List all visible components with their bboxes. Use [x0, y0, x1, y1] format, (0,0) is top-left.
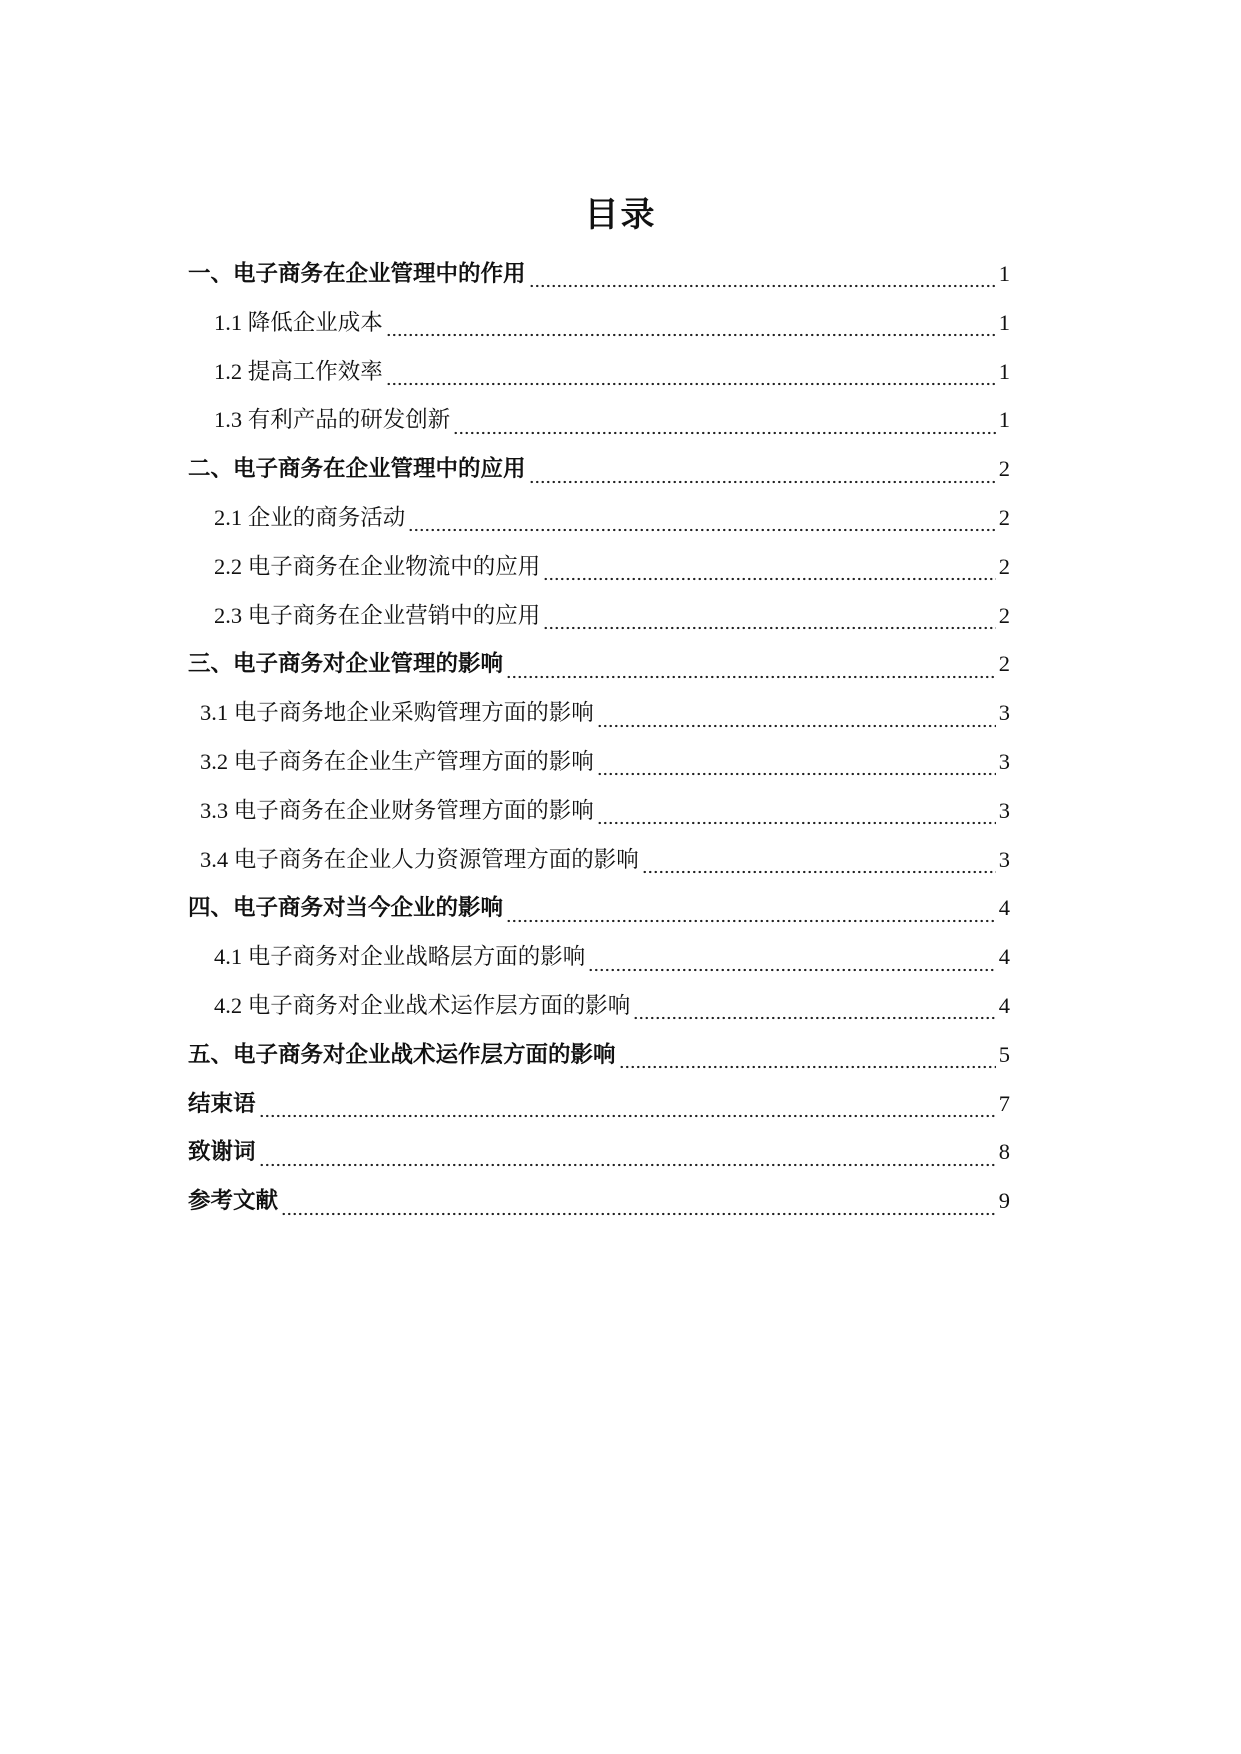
toc-section-entry[interactable]	[188, 494, 1010, 543]
toc-section-entry[interactable]	[188, 348, 1010, 397]
toc-page-number: 3	[998, 797, 1010, 823]
toc-entry-label: 3.1 电子商务地企业采购管理方面的影响	[200, 700, 594, 726]
toc-page-number: 4	[998, 944, 1010, 970]
toc-dot-leader	[529, 469, 996, 485]
toc-chapter-entry[interactable]	[188, 1128, 1010, 1177]
toc-dot-leader	[506, 908, 996, 924]
toc-dot-leader	[597, 810, 996, 826]
toc-entry-label: 3.4 电子商务在企业人力资源管理方面的影响	[200, 846, 639, 872]
toc-section-entry[interactable]	[188, 299, 1010, 348]
toc-entry-label: 3.3 电子商务在企业财务管理方面的影响	[200, 797, 594, 823]
toc-section-entry[interactable]	[188, 982, 1010, 1031]
toc-entry-label: 1.2 提高工作效率	[214, 358, 383, 384]
toc-section-entry[interactable]	[188, 689, 1010, 738]
toc-entry-label: 五、电子商务对企业战术运作层方面的影响	[188, 1041, 616, 1067]
toc-dot-leader	[386, 371, 996, 387]
toc-page-number: 1	[998, 261, 1010, 286]
toc-chapter-entry[interactable]	[188, 640, 1010, 689]
toc-entry-label: 4.1 电子商务对企业战略层方面的影响	[214, 944, 586, 970]
toc-dot-leader	[619, 1054, 996, 1070]
toc-entry-label: 一、电子商务在企业管理中的作用	[188, 261, 526, 286]
toc-entry-label: 二、电子商务在企业管理中的应用	[188, 456, 526, 482]
toc-entry-label: 1.1 降低企业成本	[214, 309, 383, 335]
toc-title: 目录	[584, 197, 657, 234]
toc-dot-leader	[506, 664, 996, 680]
toc-page-number: 1	[998, 358, 1010, 384]
toc-dot-leader	[386, 322, 996, 338]
toc-page-number: 4	[998, 992, 1010, 1018]
toc-dot-leader	[408, 517, 996, 533]
toc-page-number: 4	[998, 895, 1010, 921]
toc-chapter-entry[interactable]	[188, 1080, 1010, 1129]
toc-dot-leader	[543, 615, 996, 631]
toc-dot-leader	[633, 1005, 996, 1021]
toc-entry-label: 1.3 有利产品的研发创新	[214, 407, 451, 433]
toc-section-entry[interactable]	[188, 592, 1010, 641]
toc-section-entry[interactable]	[188, 787, 1010, 836]
toc-dot-leader	[259, 1103, 996, 1119]
toc-section-entry[interactable]	[188, 836, 1010, 885]
toc-section-entry[interactable]	[188, 396, 1010, 445]
toc-page-number: 9	[998, 1188, 1010, 1214]
toc-chapter-entry[interactable]	[188, 1177, 1010, 1226]
toc-page-number: 2	[998, 504, 1010, 530]
toc-page-number: 2	[998, 553, 1010, 579]
toc-entry-label: 致谢词	[188, 1139, 256, 1165]
toc-entry-label: 参考文献	[188, 1188, 279, 1214]
toc-page-number: 2	[998, 602, 1010, 628]
toc-dot-leader	[259, 1152, 996, 1168]
toc-chapter-entry[interactable]	[188, 884, 1010, 933]
toc-chapter-entry[interactable]	[188, 1031, 1010, 1080]
toc-page-number: 3	[998, 700, 1010, 726]
toc-entry-label: 2.1 企业的商务活动	[214, 504, 406, 530]
toc-dot-leader	[642, 859, 996, 875]
toc-entry-label: 4.2 电子商务对企业战术运作层方面的影响	[214, 992, 631, 1018]
toc-dot-leader	[543, 566, 996, 582]
toc-dot-leader	[529, 273, 996, 289]
toc-page-number: 7	[998, 1090, 1010, 1116]
toc-page-number: 2	[998, 456, 1010, 482]
toc-page-number: 3	[998, 748, 1010, 774]
toc-entry-label: 结束语	[188, 1090, 256, 1116]
toc-page-number: 8	[998, 1139, 1010, 1165]
toc-entry-label: 2.3 电子商务在企业营销中的应用	[214, 602, 541, 628]
toc-entry-label: 三、电子商务对企业管理的影响	[188, 651, 504, 677]
toc-page-number: 1	[998, 309, 1010, 335]
toc-section-entry[interactable]	[188, 543, 1010, 592]
toc-dot-leader	[281, 1201, 996, 1217]
toc-chapter-entry[interactable]	[188, 445, 1010, 494]
toc-entry-label: 3.2 电子商务在企业生产管理方面的影响	[200, 748, 594, 774]
toc-dot-leader	[588, 957, 996, 973]
toc-entry-label: 四、电子商务对当今企业的影响	[188, 895, 504, 921]
toc-page-number: 5	[998, 1041, 1010, 1067]
toc-section-entry[interactable]	[188, 933, 1010, 982]
toc-section-entry[interactable]	[188, 738, 1010, 787]
toc-page-number: 1	[998, 407, 1010, 433]
toc-entry-label: 2.2 电子商务在企业物流中的应用	[214, 553, 541, 579]
toc-dot-leader	[597, 761, 996, 777]
toc-dot-leader	[597, 713, 996, 729]
toc-page-number: 3	[998, 846, 1010, 872]
toc-dot-leader	[453, 420, 996, 436]
toc-page-number: 2	[998, 651, 1010, 677]
toc-list	[188, 250, 1010, 1226]
toc-chapter-entry[interactable]	[188, 250, 1010, 299]
